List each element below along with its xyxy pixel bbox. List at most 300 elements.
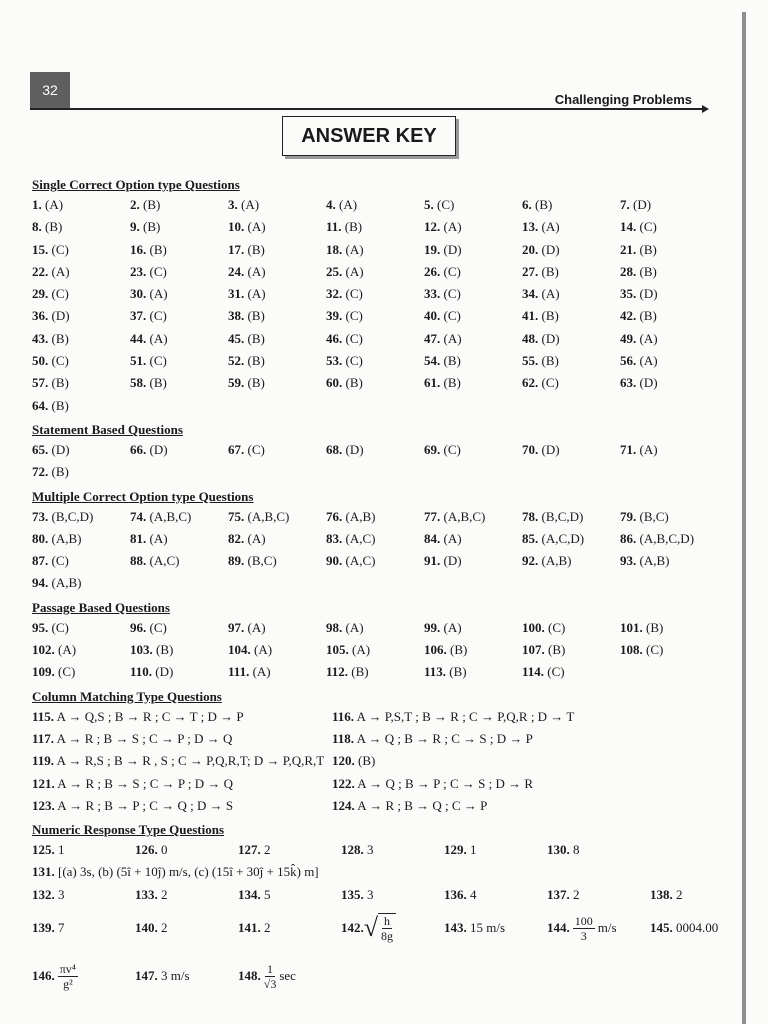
answer-item [32,884,135,906]
question-number: 88. [130,553,147,569]
answer-value: (A) [639,330,658,346]
answer-item [32,572,130,594]
answer-row [32,239,732,261]
radicand [378,913,396,943]
answer-value: (A,B) [541,553,572,569]
answer-value: (A,C) [345,553,376,569]
answer-item [444,920,547,936]
question-number: 148. [238,968,261,984]
answer-value: (B) [156,642,174,658]
answer-item [424,261,522,283]
question-number: 82. [228,530,245,546]
question-number: 52. [228,353,245,369]
answer-item [326,305,424,327]
answer-item [620,305,718,327]
question-number: 54. [424,353,441,369]
answer-value: 5 [264,886,271,902]
question-number: 69. [424,441,441,457]
answer-item [326,216,424,238]
answer-value: (A,B,C,D) [639,530,695,546]
question-number: 111. [228,664,250,680]
answer-row [32,795,732,817]
answer-item [522,350,620,372]
answer-item [424,283,522,305]
question-number: 57. [32,375,49,391]
answer-value: (A,C) [345,530,376,546]
answer-item [522,372,620,394]
answer-item [32,728,332,750]
question-number: 126. [135,842,158,858]
answer-value: (B) [443,353,461,369]
answer-value: (B) [149,375,167,391]
answer-row [32,395,732,417]
answer-item [444,884,547,906]
answer-item [228,528,326,550]
denominator: 8g [381,929,394,944]
radical-sign-icon: √ [363,913,379,943]
question-number: 136. [444,886,467,902]
answer-value: 2 [264,920,271,936]
answer-value: (D) [639,286,658,302]
question-number: 76. [326,508,343,524]
question-number: 145. [650,920,673,936]
answer-section [32,176,732,417]
answer-section [32,599,732,684]
answer-value: (C) [149,353,167,369]
answer-value: (A) [345,241,364,257]
answer-item [32,261,130,283]
answer-item [135,920,238,936]
answer-value: 2 [264,842,271,858]
answer-item [130,239,228,261]
answer-row [32,839,732,861]
question-number: 70. [522,441,539,457]
question-number: 53. [326,353,343,369]
answer-item [424,350,522,372]
question-number: 98. [326,619,343,635]
answer-item [326,617,424,639]
answer-value: (B) [51,397,69,413]
answer-item [32,706,332,728]
answer-value: (A) [58,642,77,658]
answer-value: A → Q,S ; B → R ; C → T ; D → P [56,708,244,724]
answer-item [326,328,424,350]
question-number: 7. [620,197,630,212]
answer-value: (C) [51,286,69,302]
question-number: 66. [130,441,147,457]
answer-item [522,216,620,238]
answer-item [522,439,620,461]
question-number: 109. [32,664,55,680]
question-number: 146. [32,968,55,984]
answer-item [326,239,424,261]
question-number: 97. [228,619,245,635]
answer-value: 3 m/s [161,968,190,984]
answer-value: (C) [443,441,461,457]
question-number: 20. [522,241,539,257]
answer-item [620,239,718,261]
answer-row [32,305,732,327]
question-number: 45. [228,330,245,346]
answer-value: (D) [155,664,174,680]
answer-item [620,216,718,238]
question-number: 27. [522,263,539,279]
answer-item [130,661,228,683]
answer-value: (B,C,D) [541,508,584,524]
answer-row [32,706,732,728]
answer-item [326,439,424,461]
question-number: 10. [228,219,245,235]
answer-item [238,920,341,936]
answer-item [650,884,753,906]
question-number: 113. [424,664,447,680]
numeric-section [32,821,732,1002]
answer-value: (B) [541,263,559,279]
answer-value: 1 [470,842,477,858]
answer-item [522,639,620,661]
header-arrow-icon [702,105,709,113]
question-number: 67. [228,441,245,457]
answer-value: (A) [254,642,273,658]
answer-value: (B) [639,308,657,324]
answer-value: (B) [548,642,566,658]
question-number: 58. [130,375,147,391]
answer-row [32,728,732,750]
answer-item [424,372,522,394]
section-heading: Column Matching Type Questions [32,688,222,704]
answer-value: (C) [547,664,565,680]
answer-item [522,528,620,550]
question-number: 115. [32,708,55,724]
answer-item [32,839,135,861]
answer-value: (D) [541,330,560,346]
answer-value: (A,B) [51,530,82,546]
answer-item [32,550,130,572]
question-number: 130. [547,842,570,858]
question-number: 1. [32,197,42,212]
answer-value: (B) [358,753,376,769]
page-title: ANSWER KEY [282,116,456,156]
question-number: 118. [332,730,355,746]
answer-item [32,372,130,394]
answer-value: (B) [541,308,559,324]
answer-value: (C) [443,286,461,302]
answer-item [130,528,228,550]
answer-item [32,528,130,550]
answer-value: (B) [247,375,265,391]
answer-item [135,968,238,984]
answer-value: (C) [149,263,167,279]
header-rule [30,108,704,110]
answer-item [620,261,718,283]
question-number: 18. [326,241,343,257]
answer-value: (A,B) [51,575,82,591]
question-number: 62. [522,375,539,391]
answer-item [228,350,326,372]
answer-value: 7 [58,920,65,936]
answer-row [32,773,732,795]
answer-item [620,439,718,461]
question-number: 102. [32,642,55,658]
answer-value: (B) [646,619,664,635]
question-number: 42. [620,308,637,324]
answer-item [130,350,228,372]
answer-item [620,639,718,661]
answer-value: (B) [639,263,657,279]
question-number: 68. [326,441,343,457]
question-number: 16. [130,241,147,257]
answer-value: (C) [51,553,69,569]
section-heading: Numeric Response Type Questions [32,822,224,838]
answer-item [332,750,632,772]
question-number: 49. [620,330,637,346]
question-number: 34. [522,286,539,302]
unit: sec [279,968,296,984]
question-number: 81. [130,530,147,546]
answer-item [32,216,130,238]
answer-item [130,439,228,461]
question-number: 96. [130,619,147,635]
answer-item [620,350,718,372]
answer-row [32,639,732,661]
answer-item [332,795,632,817]
answer-row [32,506,732,528]
answer-value: (A,B) [345,508,376,524]
answer-value: 2 [676,886,683,902]
answer-item [522,617,620,639]
answer-row [32,261,732,283]
question-number: 33. [424,286,441,302]
question-number: 37. [130,308,147,324]
answer-row [32,884,732,906]
answer-item [32,617,130,639]
question-number: 56. [620,353,637,369]
answer-item [620,617,718,639]
question-number: 89. [228,553,245,569]
answer-value: (B) [345,375,363,391]
question-number: 19. [424,241,441,257]
answer-item [620,194,718,216]
question-number: 92. [522,553,539,569]
question-number: 144. [547,920,570,936]
question-number: 124. [332,797,355,813]
answer-item [238,839,341,861]
answer-item [130,194,228,216]
answer-item [130,372,228,394]
answer-value: A → R ; B → S ; C → P ; D → Q [57,775,234,791]
answer-value: (B) [247,330,265,346]
unit: m/s [597,920,617,936]
answer-item [620,283,718,305]
answer-value: (B) [449,664,467,680]
answer-value: 1 [58,842,65,858]
answer-value: (C) [247,441,265,457]
answer-value: (A) [541,286,560,302]
numerator: 1 [267,961,274,976]
fraction [573,914,595,943]
question-number: 117. [32,730,55,746]
answer-item [620,528,718,550]
answer-item [620,506,718,528]
question-number: 106. [424,642,447,658]
answer-value: (B) [247,241,265,257]
question-number: 25. [326,263,343,279]
page-number: 32 [30,72,70,108]
answer-item [522,506,620,528]
answer-item [32,439,130,461]
answer-value: (A) [541,219,560,235]
answer-value: (C) [345,308,363,324]
answer-value: (A) [241,197,260,212]
answer-item [228,661,326,683]
answer-value: (D) [51,441,70,457]
answer-item [522,194,620,216]
answer-value: (A,C) [149,553,180,569]
answer-row [32,550,732,572]
question-number: 119. [32,753,55,769]
answer-item [135,884,238,906]
answer-item [326,639,424,661]
answer-item [522,283,620,305]
answer-value: (C) [149,619,167,635]
question-number: 100. [522,619,545,635]
question-number: 114. [522,664,545,680]
answer-item [547,839,650,861]
question-number: 147. [135,968,158,984]
numerator: h [384,914,391,929]
answer-item [424,617,522,639]
question-number: 65. [32,441,49,457]
answer-value: (A) [247,619,266,635]
question-number: 139. [32,920,55,936]
answer-row [32,617,732,639]
answer-item [228,283,326,305]
answer-value: (B) [143,197,161,212]
question-number: 128. [341,842,364,858]
answer-value: A → R,S ; B → R , S ; C → P,Q,R,T; D → P,Q,R,T [56,753,325,769]
question-number: 78. [522,508,539,524]
answer-value: (C) [443,308,461,324]
question-number: 142. [341,920,364,936]
answer-item [228,261,326,283]
answer-value: (A) [443,619,462,635]
answer-item [32,506,130,528]
answer-item [424,239,522,261]
question-number: 116. [332,708,355,724]
question-number: 135. [341,886,364,902]
question-number: 90. [326,553,343,569]
question-number: 123. [32,797,55,813]
question-number: 6. [522,197,532,212]
answer-value: (A) [51,263,70,279]
answer-value: (B) [149,241,167,257]
answer-value: (B) [535,197,553,212]
question-number: 22. [32,263,49,279]
answer-value: A → R ; B → S ; C → P ; D → Q [56,730,233,746]
question-number: 32. [326,286,343,302]
question-number: 2. [130,197,140,212]
answer-value: (D) [443,241,462,257]
answer-item [650,920,753,936]
answer-row [32,372,732,394]
answer-value: (B) [344,219,363,235]
answer-value: (D) [541,441,560,457]
numerator: πv⁴ [59,961,76,976]
answer-item [32,305,130,327]
question-number: 91. [424,553,441,569]
answer-item [32,861,319,883]
answer-row [32,216,732,238]
answer-item [32,395,130,417]
answer-item [130,639,228,661]
answer-item [130,283,228,305]
question-number: 93. [620,553,637,569]
question-number: 40. [424,308,441,324]
question-number: 83. [326,530,343,546]
answer-value: (C) [51,241,69,257]
question-number: 39. [326,308,343,324]
answer-value: 2 [573,886,580,902]
answer-value: (C) [541,375,559,391]
numerator: 100 [574,913,593,928]
answer-value: (A,B,C) [247,508,290,524]
question-number: 141. [238,920,261,936]
answer-item [326,661,424,683]
answer-value: (B,C) [247,553,277,569]
answer-value: (B) [351,664,369,680]
answer-value: (B) [247,353,265,369]
answer-section [32,421,732,484]
answer-value: 3 [58,886,65,902]
section-heading: Statement Based Questions [32,421,183,437]
answer-item [238,962,341,991]
answer-item [238,884,341,906]
denominator: √3 [263,976,277,991]
answer-row [32,283,732,305]
answer-item [522,305,620,327]
answer-item [424,216,522,238]
question-number: 140. [135,920,158,936]
question-number: 86. [620,530,637,546]
question-number: 85. [522,530,539,546]
question-number: 41. [522,308,539,324]
answer-value: (B) [143,219,161,235]
question-number: 3. [228,197,238,212]
question-number: 50. [32,353,49,369]
answer-value: (B,C,D) [51,508,94,524]
answer-value: (A) [345,619,364,635]
answer-value: (A) [149,330,168,346]
page-spine-shadow [742,12,746,1024]
answer-value: (A) [247,530,266,546]
answer-value: (B) [247,308,265,324]
answer-value: (B) [45,219,63,235]
question-number: 64. [32,397,49,413]
answer-item [228,194,326,216]
answer-value: (A) [443,330,462,346]
question-number: 84. [424,530,441,546]
answer-item [32,773,332,795]
question-number: 9. [130,219,140,235]
answer-item [326,194,424,216]
answer-value: (A) [247,219,266,235]
question-number: 94. [32,575,49,591]
answer-item [620,372,718,394]
denominator: 3 [580,928,587,943]
question-number: 24. [228,263,245,279]
question-number: 74. [130,508,147,524]
answer-item [547,884,650,906]
